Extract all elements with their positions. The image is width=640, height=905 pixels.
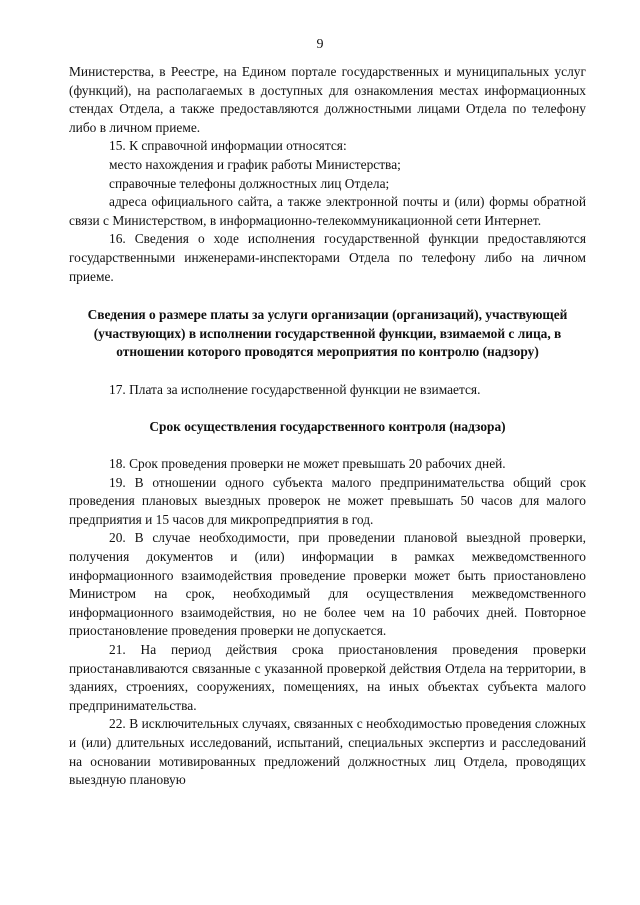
spacer	[69, 362, 586, 381]
paragraph-20: 20. В случае необходимости, при проведении плановой выездной проверки, получения документов и (или) информации в рамках межведомственного информационного взаимодействия проведение проверки может быть приостановлено Министром на срок, необходимый для осуществления межведомственного информационного взаимодействия, но не более чем на 10 рабочих дней. Повторное приостановление проведения проверки не допускается.	[69, 530, 586, 639]
section-heading-term: Срок осуществления государственного контроля (надзора)	[149, 418, 506, 434]
section-heading-fee: Сведения о размере платы за услуги организации (организаций), участвующей (участвующих) в исполнении государственной функции, взимаемой с лица, в отношении которого проводятся мероприятия по контролю (надзору)	[87, 307, 568, 360]
paragraph-18: 18. Срок проведения проверки не может превышать 20 рабочих дней.	[109, 456, 506, 472]
paragraph-15-item-location: место нахождения и график работы Министерства;	[109, 156, 401, 172]
spacer	[69, 286, 586, 306]
page-number: 9	[316, 37, 324, 52]
paragraph-16: 16. Сведения о ходе исполнения государственной функции предоставляются государственными инженерами-инспекторами Отдела по телефону либо на личном приеме.	[69, 231, 586, 284]
paragraph-17: 17. Плата за исполнение государственной функции не взимается.	[109, 381, 481, 397]
spacer	[69, 436, 586, 455]
paragraph-15-item-addresses: адреса официального сайта, а также электронной почты и (или) формы обратной связи с Министерством, в информационно-телекоммуникационной сети Интернет.	[69, 194, 586, 228]
paragraph-21: 21. На период действия срока приостановления проведения проверки приостанавливаются связанные с указанной проверкой действия Отдела на территории, в зданиях, строениях, сооружениях, помещениях, на иных объектах субъекта малого предпринимательства.	[69, 642, 586, 713]
document-body	[69, 63, 586, 790]
paragraph-22: 22. В исключительных случаях, связанных с необходимостью проведения сложных и (или) длительных исследований, испытаний, специальных экспертиз и расследований на основании мотивированных предложений должностных лиц Отдела, проводящих выездную плановую	[69, 716, 586, 788]
spacer	[69, 400, 586, 418]
paragraph-19: 19. В отношении одного субъекта малого предпринимательства общий срок проведения плановых выездных проверок не может превышать 50 часов для малого предприятия и 15 часов для микропредприятия в год.	[69, 474, 586, 527]
paragraph-15-item-phones: справочные телефоны должностных лиц Отдела;	[109, 175, 390, 191]
paragraph-continuation: Министерства, в Реестре, на Едином портале государственных и муниципальных услуг (функций), на располагаемых в доступных для ознакомления местах информационных стендах Отдела, а также предоставляются должностными лицами Отдела по телефону либо в личном приеме.	[69, 64, 586, 135]
paragraph-15: 15. К справочной информации относятся:	[109, 138, 347, 154]
